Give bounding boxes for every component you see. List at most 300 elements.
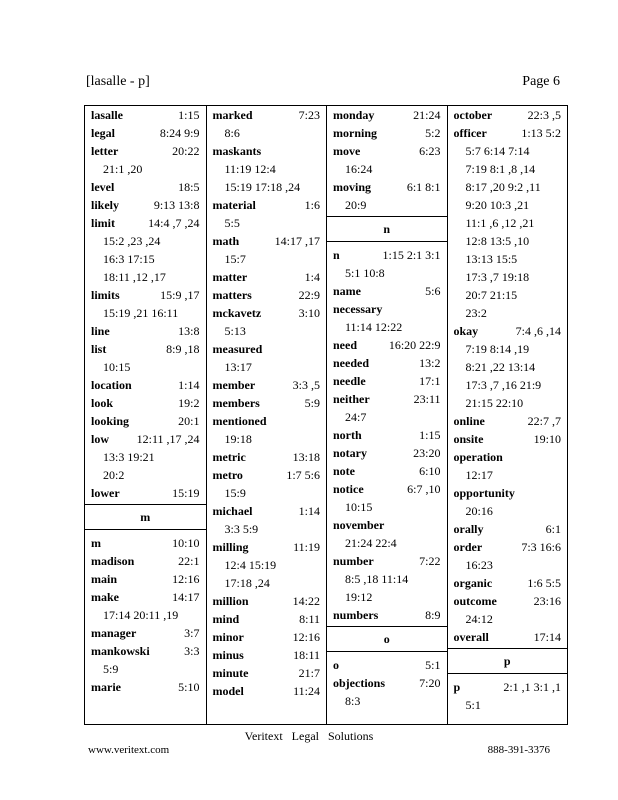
section-header: o [327, 626, 447, 652]
page-line-refs: 15:9 [224, 486, 246, 500]
section-header: n [327, 216, 447, 242]
index-word: m [91, 536, 101, 550]
page-line-refs: 12:16 [172, 572, 200, 586]
entry-continuation-line [91, 448, 200, 466]
index-word: o [333, 658, 339, 672]
index-entry [85, 214, 206, 286]
page-line-refs: 5:5 [224, 216, 240, 230]
entry-continuation-line [91, 160, 200, 178]
page-line-refs: 13:3 19:21 [103, 450, 155, 464]
index-column-1 [85, 106, 206, 724]
page-line-refs: 22:3 ,5 [527, 108, 561, 122]
index-entry [327, 390, 447, 426]
entry-continuation-line [454, 304, 562, 322]
index-entry [207, 232, 327, 268]
entry-first-line [91, 430, 200, 448]
entry-first-line [454, 628, 562, 646]
page-line-refs: 5:7 6:14 7:14 [465, 144, 530, 158]
page-line-refs: 15:7 [224, 252, 246, 266]
page-line-refs: 5:13 [224, 324, 246, 338]
index-entry [85, 642, 206, 678]
index-entry [327, 516, 447, 552]
entry-first-line [91, 106, 200, 124]
index-entry [327, 656, 447, 674]
entry-first-line [333, 480, 441, 498]
page-line-refs: 7:3 16:6 [521, 540, 561, 554]
page-line-refs: 9:20 10:3 ,21 [465, 198, 530, 212]
page-line-refs: 19:2 [178, 396, 200, 410]
index-entry [327, 372, 447, 390]
index-entry [448, 124, 568, 322]
index-entry [207, 142, 327, 196]
index-entry [327, 444, 447, 462]
page-line-refs: 16:20 22:9 [388, 338, 441, 352]
index-entry [327, 480, 447, 516]
index-word: p [453, 680, 461, 694]
index-entry [327, 142, 447, 178]
page-line-refs [384, 516, 440, 534]
entry-continuation-line [454, 502, 562, 520]
entry-continuation-line [213, 574, 321, 592]
index-word: name [333, 284, 361, 298]
page-line-refs: 8:5 ,18 11:14 [345, 572, 409, 586]
page-line-refs: 5:2 [425, 126, 441, 140]
page-line-refs: 7:20 [419, 676, 441, 690]
entry-first-line [91, 624, 200, 642]
index-word: location [91, 378, 132, 392]
page-line-refs: 15:2 ,23 ,24 [103, 234, 161, 248]
page-line-refs: 14:4 ,7 ,24 [148, 216, 200, 230]
index-word: math [212, 234, 240, 248]
page-line-refs: 23:11 [413, 392, 441, 406]
page-line-refs: 3:3 5:9 [224, 522, 259, 536]
entry-continuation-line [454, 376, 562, 394]
entry-first-line [91, 142, 200, 160]
entry-continuation-line [454, 250, 562, 268]
page-line-refs: 24:7 [345, 410, 367, 424]
entry-continuation-line [91, 304, 200, 322]
entry-continuation-line [213, 322, 321, 340]
index-entry [327, 106, 447, 124]
entry-first-line [333, 390, 441, 408]
page-line-refs: 17:18 ,24 [224, 576, 270, 590]
entry-continuation-line [454, 556, 562, 574]
index-word: low [91, 432, 109, 446]
entry-first-line [213, 232, 321, 250]
index-entry [207, 448, 327, 466]
entry-first-line [333, 606, 441, 624]
index-word: need [333, 338, 357, 352]
page-line-refs: 24:12 [465, 612, 493, 626]
index-word: notice [333, 482, 364, 496]
index-word: level [91, 180, 115, 194]
index-word: members [212, 396, 260, 410]
page-line-refs: 16:3 17:15 [103, 252, 155, 266]
index-entry [207, 376, 327, 394]
index-word: milling [212, 540, 249, 554]
entry-first-line [91, 552, 200, 570]
page-line-refs: 12:8 13:5 ,10 [465, 234, 530, 248]
entry-first-line [454, 124, 562, 142]
page-line-refs: 8:6 [224, 126, 240, 140]
index-word: madison [91, 554, 135, 568]
entry-first-line [91, 376, 200, 394]
index-entry [327, 124, 447, 142]
entry-continuation-line [454, 610, 562, 628]
entry-first-line [333, 372, 441, 390]
entry-continuation-line [333, 534, 441, 552]
index-word: mankowski [91, 644, 150, 658]
index-word: november [333, 518, 385, 532]
entry-first-line [454, 484, 562, 502]
footer-company: Veritext Legal Solutions [244, 729, 374, 743]
index-entry [207, 268, 327, 286]
index-word: minute [212, 666, 249, 680]
index-word: morning [333, 126, 378, 140]
page-line-refs: 18:11 ,12 ,17 [103, 270, 166, 284]
page-line-refs: 2:1 ,1 3:1 ,1 [503, 680, 561, 694]
page-line-refs: 12:16 [292, 630, 320, 644]
entry-continuation-line [454, 340, 562, 358]
index-word: necessary [333, 302, 383, 316]
entry-first-line [454, 538, 562, 556]
entry-continuation-line [213, 358, 321, 376]
entry-first-line [213, 304, 321, 322]
page-line-refs: 11:19 12:4 [224, 162, 276, 176]
index-entry [448, 628, 568, 646]
entry-continuation-line [213, 556, 321, 574]
entry-first-line [213, 340, 321, 358]
index-entry [448, 106, 568, 124]
index-entry [327, 674, 447, 710]
entry-first-line [213, 196, 321, 214]
index-entry [207, 394, 327, 412]
page-line-refs: 7:23 [298, 108, 320, 122]
entry-continuation-line [333, 570, 441, 588]
index-word: number [333, 554, 374, 568]
entry-continuation-line [454, 142, 562, 160]
index-word: officer [453, 126, 487, 140]
index-entry [448, 484, 568, 520]
entry-continuation-line [454, 696, 562, 714]
entry-first-line [91, 570, 200, 588]
page-line-refs: 1:15 [178, 108, 200, 122]
index-word: organic [453, 576, 493, 590]
index-word: member [212, 378, 256, 392]
page-line-refs: 19:10 [533, 432, 561, 446]
index-entry [85, 394, 206, 412]
index-word: lower [91, 486, 120, 500]
index-entry [85, 678, 206, 696]
entry-first-line [213, 538, 321, 556]
page-line-refs: 17:3 ,7 19:18 [465, 270, 530, 284]
entry-continuation-line [333, 264, 441, 282]
entry-first-line [91, 196, 200, 214]
index-entry [448, 574, 568, 592]
page-line-refs: 5:1 10:8 [345, 266, 385, 280]
index-entry [85, 412, 206, 430]
entry-continuation-line [213, 214, 321, 232]
index-word: moving [333, 180, 372, 194]
index-word: monday [333, 108, 375, 122]
index-entry [327, 300, 447, 336]
index-word: online [453, 414, 485, 428]
index-entry [327, 246, 447, 282]
page-line-refs: 1:6 [304, 198, 320, 212]
index-word: lasalle [91, 108, 123, 122]
entry-first-line [213, 646, 321, 664]
index-word: n [333, 248, 340, 262]
index-word: metric [212, 450, 246, 464]
index-entry [207, 592, 327, 610]
page-line-refs: 20:9 [345, 198, 367, 212]
page-line-refs: 8:9 [425, 608, 441, 622]
index-column-4 [447, 106, 568, 724]
entry-first-line [91, 394, 200, 412]
entry-first-line [333, 246, 441, 264]
entry-first-line [213, 412, 321, 430]
index-word: mind [212, 612, 240, 626]
page-line-refs [515, 484, 561, 502]
entry-first-line [333, 142, 441, 160]
entry-first-line [213, 142, 321, 160]
entry-continuation-line [213, 520, 321, 538]
entry-first-line [454, 430, 562, 448]
index-word: operation [453, 450, 503, 464]
index-column-3 [326, 106, 447, 724]
page-line-refs: 5:1 [425, 658, 441, 672]
index-word: make [91, 590, 119, 604]
index-word: look [91, 396, 114, 410]
page-line-refs [382, 300, 440, 318]
footer-website: www.veritext.com [88, 744, 170, 756]
entry-first-line [91, 678, 200, 696]
header-range: [lasalle - p] [86, 74, 150, 89]
entry-first-line [333, 178, 441, 196]
page-line-refs [267, 412, 321, 430]
entry-continuation-line [333, 692, 441, 710]
page-line-refs: 19:12 [345, 590, 373, 604]
page-line-refs: 22:9 [298, 288, 320, 302]
index-entry [327, 178, 447, 214]
page-line-refs: 11:19 [293, 540, 320, 554]
page-line-refs: 6:7 ,10 [407, 482, 441, 496]
entry-first-line [91, 642, 200, 660]
page-line-refs: 6:10 [419, 464, 441, 478]
page-line-refs: 11:14 12:22 [345, 320, 403, 334]
entry-first-line [454, 574, 562, 592]
page-line-refs [261, 142, 320, 160]
page-line-refs: 1:15 [419, 428, 441, 442]
index-entry [327, 354, 447, 372]
index-entry [448, 448, 568, 484]
entry-continuation-line [91, 232, 200, 250]
page-line-refs: 21:15 22:10 [465, 396, 524, 410]
entry-first-line [213, 628, 321, 646]
page-line-refs: 17:14 20:11 ,19 [103, 608, 179, 622]
entry-first-line [213, 106, 321, 124]
page-line-refs: 6:23 [419, 144, 441, 158]
index-entry [207, 466, 327, 502]
entry-continuation-line [213, 160, 321, 178]
entry-first-line [91, 322, 200, 340]
index-entry [85, 286, 206, 322]
page-line-refs: 15:9 ,17 [160, 288, 200, 302]
page-line-refs: 14:17 ,17 [274, 234, 320, 248]
entry-first-line [91, 124, 200, 142]
page-line-refs: 8:11 [299, 612, 320, 626]
page-line-refs: 8:24 9:9 [159, 126, 200, 140]
page-line-refs: 1:15 2:1 3:1 [382, 248, 441, 262]
entry-first-line [454, 322, 562, 340]
entry-first-line [333, 462, 441, 480]
page-line-refs: 18:11 [293, 648, 320, 662]
index-entry [85, 340, 206, 376]
entry-continuation-line [213, 250, 321, 268]
page-line-refs: 10:15 [103, 360, 131, 374]
entry-first-line [333, 674, 441, 692]
page-line-refs: 15:19 ,21 16:11 [103, 306, 179, 320]
index-entry [85, 588, 206, 624]
entry-continuation-line [213, 484, 321, 502]
entry-first-line [91, 286, 200, 304]
page-line-refs: 12:11 ,17 ,24 [136, 432, 200, 446]
page-line-refs: 1:14 [298, 504, 320, 518]
entry-continuation-line [454, 160, 562, 178]
entry-first-line [333, 300, 441, 318]
page-line-refs: 1:13 5:2 [521, 126, 561, 140]
index-word: objections [333, 676, 385, 690]
page-line-refs: 13:8 [178, 324, 200, 338]
index-word: overall [453, 630, 489, 644]
page-line-refs: 12:17 [465, 468, 493, 482]
page-line-refs: 17:1 [419, 374, 441, 388]
entry-first-line [213, 466, 321, 484]
entry-first-line [213, 502, 321, 520]
index-entry [85, 124, 206, 142]
entry-first-line [213, 682, 321, 700]
entry-first-line [91, 484, 200, 502]
index-word: limits [91, 288, 120, 302]
page-line-refs: 8:17 ,20 9:2 ,11 [465, 180, 541, 194]
index-word: michael [212, 504, 253, 518]
entry-first-line [333, 552, 441, 570]
index-word: north [333, 428, 362, 442]
footer-phone: 888-391-3376 [487, 744, 550, 756]
entry-continuation-line [454, 232, 562, 250]
page-line-refs: 11:24 [293, 684, 320, 698]
index-entry [327, 552, 447, 606]
index-entry [85, 376, 206, 394]
entry-continuation-line [91, 466, 200, 484]
index-word: marie [91, 680, 121, 694]
page-line-refs: 23:16 [533, 594, 561, 608]
index-word: maskants [212, 144, 262, 158]
page-line-refs: 13:13 15:5 [465, 252, 518, 266]
index-word: million [212, 594, 249, 608]
entry-first-line [213, 610, 321, 628]
index-entry [85, 484, 206, 502]
entry-continuation-line [213, 124, 321, 142]
index-word: manager [91, 626, 137, 640]
entry-continuation-line [333, 588, 441, 606]
index-word: numbers [333, 608, 379, 622]
entry-first-line [454, 448, 562, 466]
page-line-refs: 12:4 15:19 [224, 558, 277, 572]
entry-first-line [333, 444, 441, 462]
page-line-refs: 14:22 [292, 594, 320, 608]
page-line-refs: 5:10 [178, 680, 200, 694]
index-entry [207, 646, 327, 664]
index-entry [85, 106, 206, 124]
index-word: mentioned [212, 414, 267, 428]
page-line-refs: 21:24 [413, 108, 441, 122]
section-header: m [85, 504, 206, 530]
page-line-refs: 3:3 [184, 644, 200, 658]
page-line-refs: 11:1 ,6 ,12 ,21 [465, 216, 535, 230]
index-word: okay [453, 324, 479, 338]
entry-first-line [91, 214, 200, 232]
page-line-refs: 17:14 [533, 630, 561, 644]
entry-continuation-line [91, 358, 200, 376]
page-line-refs: 3:7 [184, 626, 200, 640]
index-word: minus [212, 648, 244, 662]
entry-continuation-line [333, 160, 441, 178]
entry-first-line [333, 656, 441, 674]
entry-first-line [91, 412, 200, 430]
page-line-refs: 20:22 [172, 144, 200, 158]
entry-continuation-line [454, 196, 562, 214]
index-entry [327, 336, 447, 354]
page-line-refs: 21:1 ,20 [103, 162, 143, 176]
entry-continuation-line [91, 268, 200, 286]
page-line-refs: 6:1 [545, 522, 561, 536]
index-entry [448, 412, 568, 430]
index-entry [85, 142, 206, 178]
index-entry [85, 178, 206, 196]
index-word: notary [333, 446, 367, 460]
page-line-refs: 21:24 22:4 [345, 536, 397, 550]
entry-first-line [454, 678, 562, 696]
index-entry [207, 340, 327, 376]
entry-continuation-line [333, 408, 441, 426]
index-word: measured [212, 342, 263, 356]
index-entry [448, 322, 568, 412]
index-word: metro [212, 468, 243, 482]
page-line-refs: 17:3 ,7 ,16 21:9 [465, 378, 542, 392]
page-line-refs: 1:7 5:6 [286, 468, 320, 482]
index-word: minor [212, 630, 244, 644]
page-line-refs: 5:9 [304, 396, 320, 410]
index-entry [85, 534, 206, 552]
index-entry [327, 426, 447, 444]
page-line-refs: 8:21 ,22 13:14 [465, 360, 536, 374]
index-word: move [333, 144, 361, 158]
entry-continuation-line [454, 268, 562, 286]
page-line-refs: 22:7 ,7 [527, 414, 561, 428]
index-entry [207, 304, 327, 340]
index-entry [85, 430, 206, 484]
page-line-refs: 7:19 8:14 ,19 [465, 342, 530, 356]
page-line-refs: 8:3 [345, 694, 361, 708]
index-entry [327, 606, 447, 624]
index-word: marked [212, 108, 253, 122]
entry-first-line [213, 286, 321, 304]
index-word: opportunity [453, 486, 515, 500]
index-entry [85, 570, 206, 588]
entry-continuation-line [333, 498, 441, 516]
index-word: matters [212, 288, 252, 302]
